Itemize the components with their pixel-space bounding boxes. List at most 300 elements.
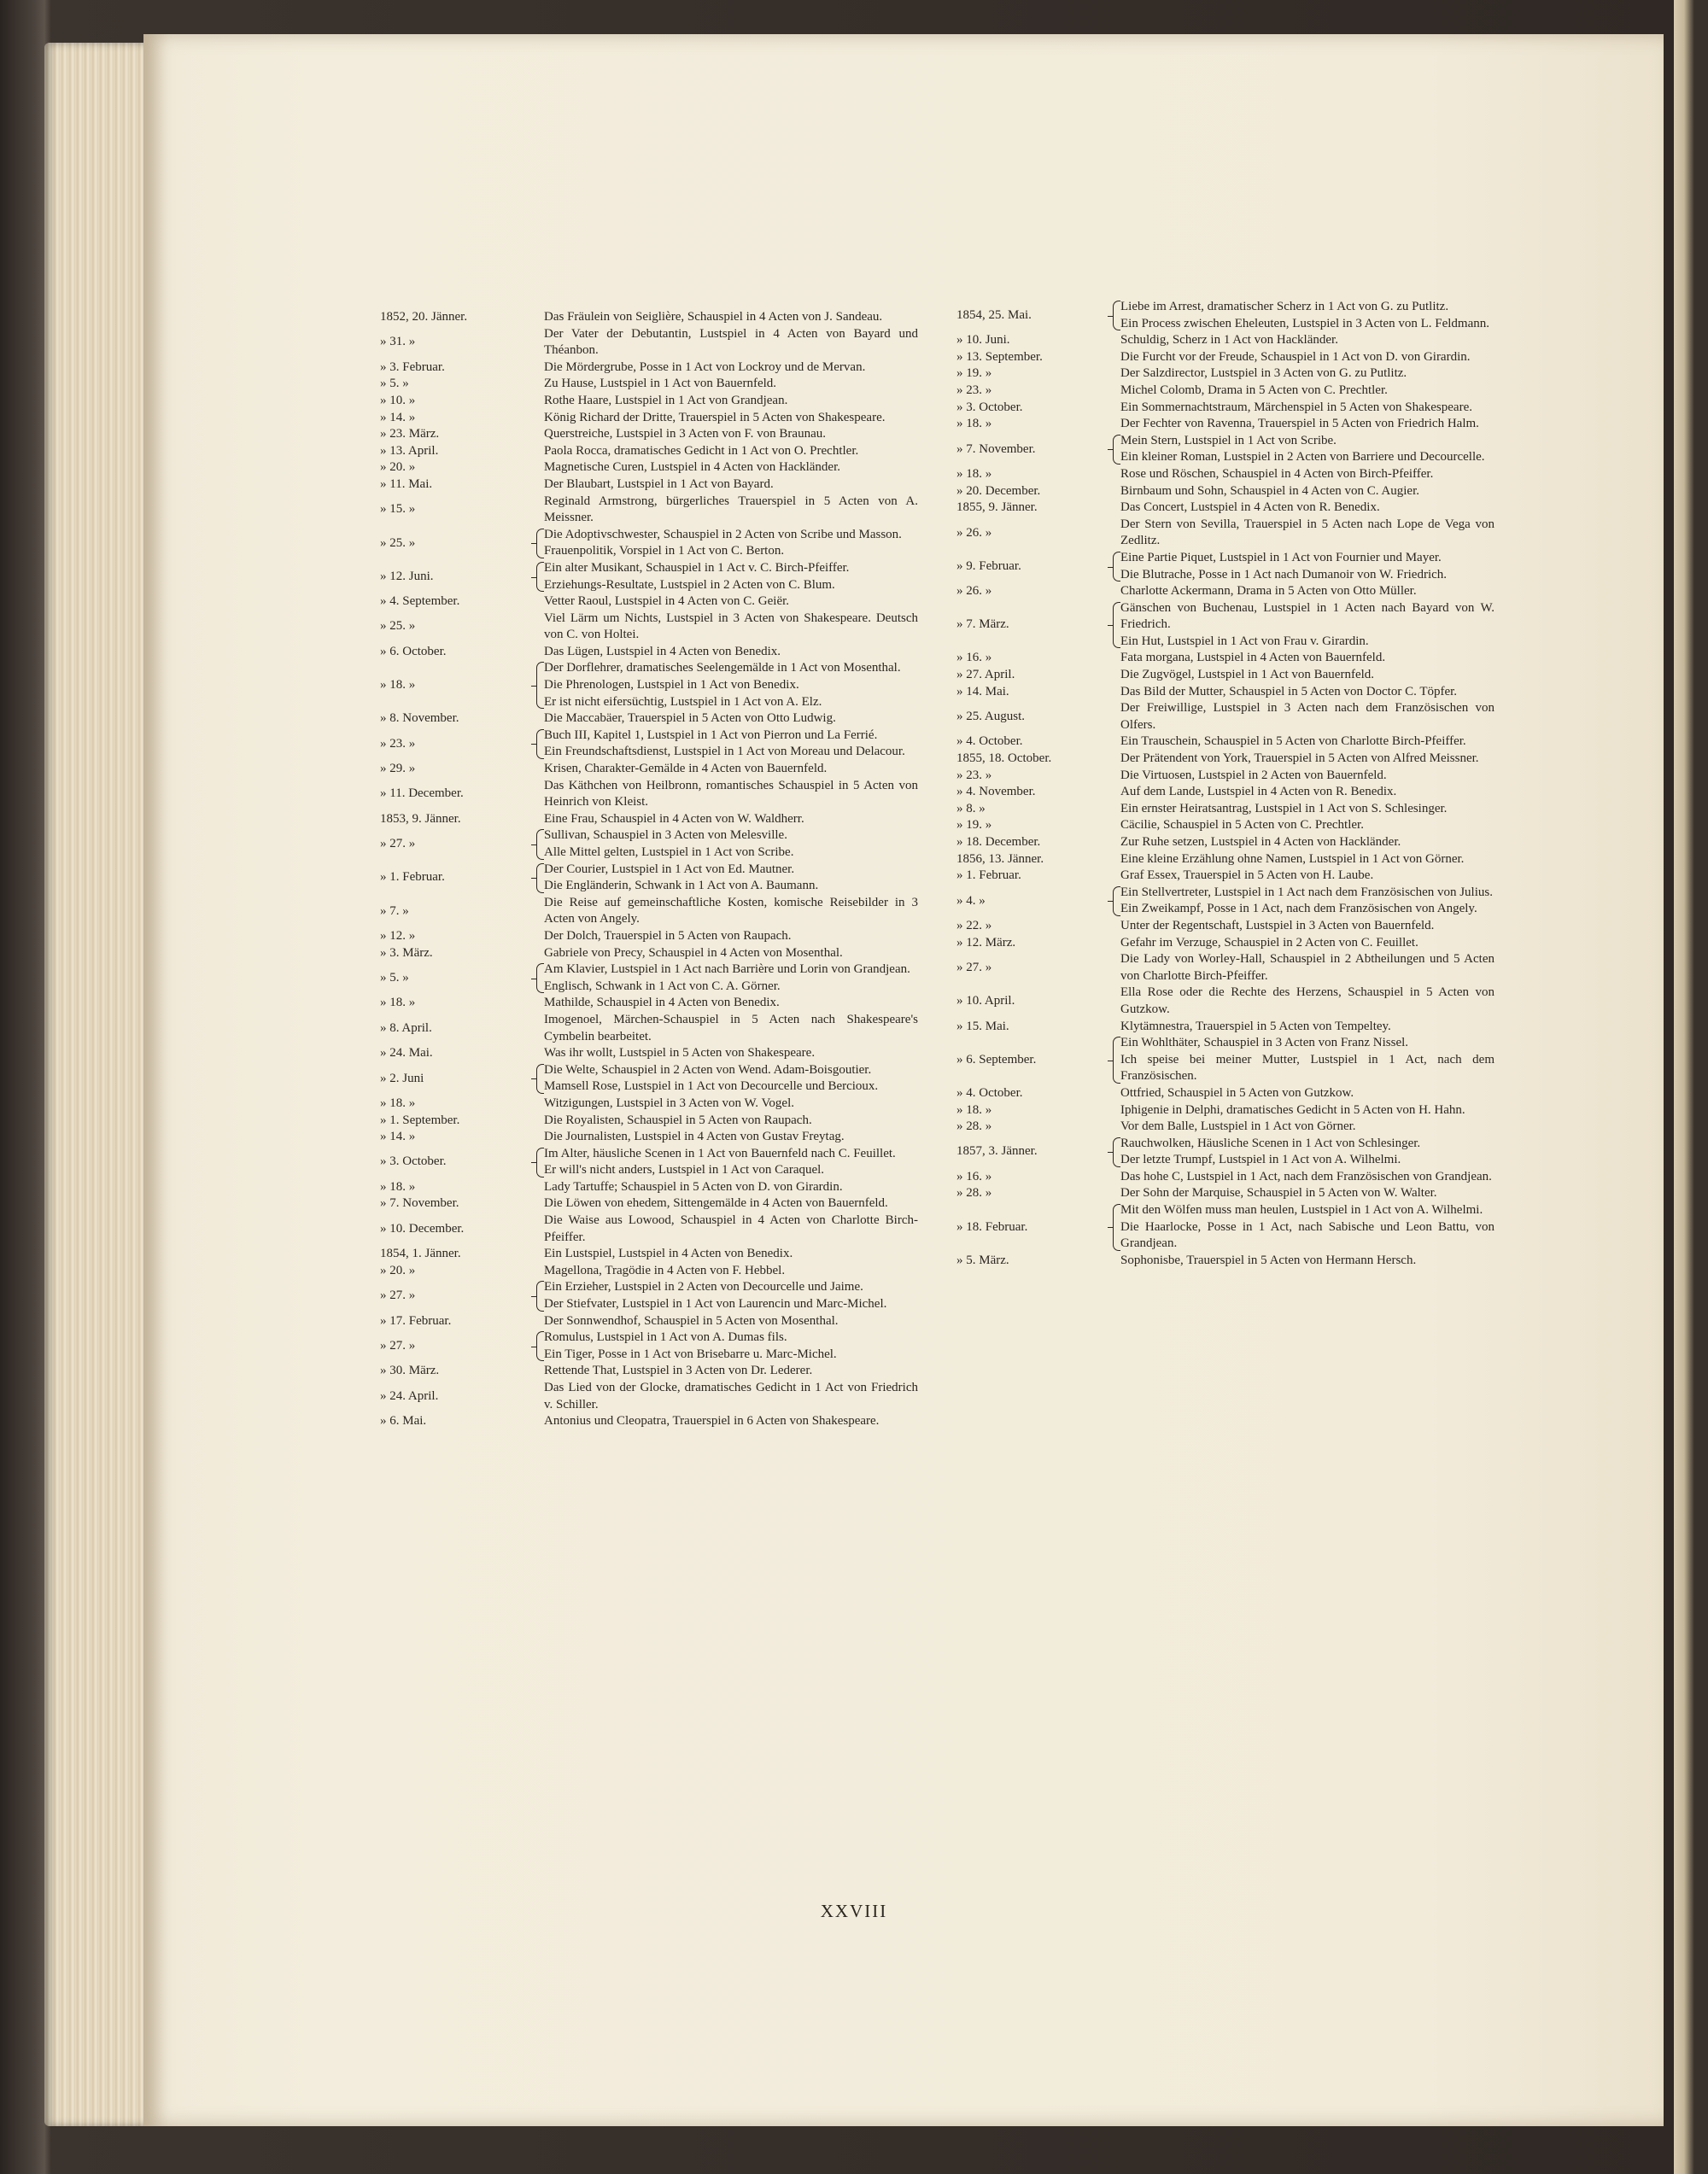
entry-date: 1855, 18. October. bbox=[956, 751, 1052, 766]
brace-spacer bbox=[1110, 1119, 1120, 1136]
entry-date: » 8. November. bbox=[380, 711, 459, 726]
work-title: Die Löwen von ehedem, Sittengemälde in 4 Acten von Bauernfeld. bbox=[544, 1196, 888, 1211]
grouping-brace bbox=[534, 660, 544, 710]
entry-works bbox=[544, 476, 918, 494]
entry-date: » 27. April. bbox=[956, 668, 1015, 682]
work-title: Ein ernster Heiratsantrag, Lustspiel in 1 Act von S. Schlesinger. bbox=[1120, 801, 1448, 815]
page-stack-edge bbox=[44, 43, 145, 2126]
entry-works bbox=[544, 1179, 918, 1196]
entry-row bbox=[380, 761, 918, 778]
brace-spacer bbox=[1110, 751, 1120, 768]
entry-date: » 5. » bbox=[380, 377, 409, 391]
work-title: Liebe im Arrest, dramatischer Scherz in 1 Act von G. zu Putlitz. bbox=[1120, 300, 1449, 313]
work-title: König Richard der Dritte, Trauerspiel in 5 Acten von Shakespeare. bbox=[544, 410, 886, 424]
work-title: Ein Lustspiel, Lustspiel in 4 Acten von Benedix. bbox=[544, 1247, 793, 1261]
work-title: Englisch, Schwank in 1 Act von C. A. Görner. bbox=[544, 979, 781, 993]
brace-spacer bbox=[534, 476, 544, 494]
work-title: Ein Sommernachtstraum, Märchenspiel in 5 Acten von Shakespeare. bbox=[1120, 400, 1472, 414]
work-title: Rothe Haare, Lustspiel in 1 Act von Grandjean. bbox=[544, 393, 788, 407]
entry-row bbox=[380, 1413, 918, 1430]
entry-date: » 7. November. bbox=[380, 1196, 459, 1211]
entry-works bbox=[1120, 1019, 1494, 1036]
brace-spacer bbox=[1110, 951, 1120, 985]
entry-row bbox=[380, 1062, 918, 1096]
left-column bbox=[380, 309, 918, 1430]
entry-row bbox=[380, 1246, 918, 1263]
entry-row bbox=[956, 517, 1494, 550]
grouping-brace bbox=[1110, 299, 1120, 332]
entry-row bbox=[956, 684, 1494, 701]
entry-row bbox=[956, 383, 1494, 400]
entry-date: » 7. » bbox=[380, 903, 409, 918]
brace-spacer bbox=[1110, 349, 1120, 366]
work-title: Am Klavier, Lustspiel in 1 Act nach Barrière und Lorin von Grandjean. bbox=[544, 962, 910, 977]
grouping-brace bbox=[534, 827, 544, 861]
work-title: Vetter Raoul, Lustspiel in 4 Acten von C. Geiër. bbox=[544, 594, 790, 609]
work-title: Die Welte, Schauspiel in 2 Acten von Wend. Adam-Boisgoutier. bbox=[544, 1062, 872, 1077]
work-title: Ein Zweikampf, Posse in 1 Act, nach dem Französischen von Angely. bbox=[1120, 902, 1477, 916]
entry-works bbox=[1120, 834, 1494, 851]
entry-row bbox=[956, 951, 1494, 985]
entry-date: » 10. » bbox=[380, 393, 416, 407]
entry-date: » 28. » bbox=[956, 1119, 992, 1134]
brace-spacer bbox=[1110, 985, 1120, 1018]
entry-row bbox=[956, 1102, 1494, 1119]
work-title: Gabriele von Precy, Schauspiel in 4 Acten von Mosenthal. bbox=[544, 945, 843, 960]
work-title: Der Prätendent von York, Trauerspiel in 5 Acten von Alfred Meissner. bbox=[1120, 751, 1479, 766]
brace-spacer bbox=[1110, 1019, 1120, 1036]
entry-row bbox=[380, 710, 918, 728]
entry-date: » 20. » bbox=[380, 1263, 416, 1277]
entry-works bbox=[1120, 349, 1494, 366]
entry-date: » 14. Mai. bbox=[956, 684, 1009, 698]
work-title: Der Courier, Lustspiel in 1 Act von Ed. Mautner. bbox=[544, 862, 795, 876]
work-title: Der letzte Trumpf, Lustspiel in 1 Act von A. Wilhelmi. bbox=[1120, 1153, 1401, 1167]
work-title: Der Freiwillige, Lustspiel in 3 Acten nach dem Französischen von Olfers. bbox=[1120, 701, 1494, 732]
entry-row bbox=[380, 1380, 918, 1413]
entry-works bbox=[544, 459, 918, 476]
entry-date: » 27. » bbox=[956, 960, 992, 974]
entry-row bbox=[956, 817, 1494, 834]
work-title: Fata morgana, Lustspiel in 4 Acten von Bauernfeld. bbox=[1120, 651, 1386, 665]
entry-date: » 1. Februar. bbox=[956, 868, 1021, 883]
brace-spacer bbox=[1110, 801, 1120, 818]
work-title: Viel Lärm um Nichts, Lustspiel in 3 Acten von Shakespeare. Deutsch von C. von Holtei. bbox=[544, 611, 918, 642]
entry-date: » 1. Februar. bbox=[380, 870, 445, 885]
brace-spacer bbox=[1110, 583, 1120, 600]
entry-row bbox=[380, 961, 918, 995]
brace-spacer bbox=[534, 1363, 544, 1380]
work-title: Iphigenie in Delphi, dramatisches Gedicht in 5 Acten von H. Hahn. bbox=[1120, 1102, 1465, 1117]
entry-row bbox=[380, 945, 918, 962]
entry-works bbox=[1120, 1085, 1494, 1102]
entry-row bbox=[956, 466, 1494, 483]
entry-works bbox=[1120, 583, 1494, 600]
brace-spacer bbox=[1110, 918, 1120, 935]
work-title: Birnbaum und Sohn, Schauspiel in 4 Acten von C. Augier. bbox=[1120, 483, 1419, 498]
entry-row bbox=[380, 995, 918, 1012]
entry-works bbox=[544, 928, 918, 945]
work-title: Der Fechter von Ravenna, Trauerspiel in 5 Acten von Friedrich Halm. bbox=[1120, 417, 1479, 431]
entry-row bbox=[380, 560, 918, 593]
grouping-brace bbox=[1110, 885, 1120, 918]
entry-date: 1852, 20. Jänner. bbox=[380, 310, 468, 324]
work-title: Das Fräulein von Seiglière, Schauspiel in 4 Acten von J. Sandeau. bbox=[544, 310, 883, 324]
work-title: Was ihr wollt, Lustspiel in 5 Acten von Shakespeare. bbox=[544, 1046, 816, 1061]
work-title: Rose und Röschen, Schauspiel in 4 Acten von Birch-Pfeiffer. bbox=[1120, 466, 1434, 481]
entry-works bbox=[1120, 416, 1494, 433]
entry-works bbox=[544, 326, 918, 359]
entry-row bbox=[956, 1185, 1494, 1202]
work-title: Die Furcht vor der Freude, Schauspiel in 1 Act von D. von Girardin. bbox=[1120, 349, 1471, 364]
work-title: Ein Hut, Lustspiel in 1 Act von Frau v. Girardin. bbox=[1120, 634, 1369, 648]
work-title: Die Royalisten, Schauspiel in 5 Acten von Raupach. bbox=[544, 1113, 812, 1127]
work-title: Rettende That, Lustspiel in 3 Acten von Dr. Lederer. bbox=[544, 1364, 813, 1378]
entry-date: » 13. April. bbox=[380, 443, 439, 458]
entry-works bbox=[1120, 935, 1494, 952]
brace-spacer bbox=[1110, 868, 1120, 885]
entry-date: » 16. » bbox=[956, 1169, 992, 1183]
brace-spacer bbox=[1110, 768, 1120, 785]
entry-date: » 27. » bbox=[380, 1339, 416, 1353]
entry-date: » 18. » bbox=[380, 1096, 416, 1110]
brace-spacer bbox=[534, 326, 544, 359]
entry-date: » 20. » bbox=[380, 460, 416, 475]
entry-row bbox=[956, 332, 1494, 349]
entry-date: » 4. October. bbox=[956, 734, 1023, 749]
entry-works bbox=[1120, 500, 1494, 517]
entry-row bbox=[956, 299, 1494, 332]
entry-row bbox=[380, 811, 918, 828]
entry-row bbox=[380, 778, 918, 811]
work-title: Eine Frau, Schauspiel in 4 Acten von W. Waldherr. bbox=[544, 811, 804, 826]
brace-spacer bbox=[534, 1129, 544, 1146]
grouping-brace bbox=[534, 1279, 544, 1312]
entry-works bbox=[544, 1313, 918, 1330]
work-title: Die Zugvögel, Lustspiel in 1 Act von Bauernfeld. bbox=[1120, 668, 1375, 682]
entry-date: » 19. » bbox=[956, 818, 992, 833]
work-title: Die Waise aus Lowood, Schauspiel in 4 Acten von Charlotte Birch-Pfeiffer. bbox=[544, 1213, 918, 1244]
work-title: Romulus, Lustspiel in 1 Act von A. Dumas fils. bbox=[544, 1330, 787, 1345]
brace-spacer bbox=[1110, 851, 1120, 868]
entry-date: » 19. » bbox=[956, 366, 992, 381]
work-title: Mein Stern, Lustspiel in 1 Act von Scribe. bbox=[1120, 433, 1337, 447]
entry-row bbox=[956, 801, 1494, 818]
entry-works bbox=[544, 811, 918, 828]
entry-date: » 1. September. bbox=[380, 1113, 460, 1127]
brace-spacer bbox=[534, 644, 544, 661]
entry-row bbox=[380, 728, 918, 761]
brace-spacer bbox=[1110, 733, 1120, 751]
entry-row bbox=[380, 376, 918, 393]
entry-row bbox=[380, 895, 918, 928]
entry-works bbox=[544, 443, 918, 460]
work-title: Der Dorflehrer, dramatisches Seelengemälde in 1 Act von Mosenthal. bbox=[544, 661, 901, 675]
entry-works bbox=[544, 309, 918, 326]
entry-works bbox=[1120, 801, 1494, 818]
work-title: Ella Rose oder die Rechte des Herzens, Schauspiel in 5 Acten von Gutzkow. bbox=[1120, 985, 1494, 1016]
entry-date: » 25. August. bbox=[956, 710, 1026, 724]
work-title: Querstreiche, Lustspiel in 3 Acten von F. von Braunau. bbox=[544, 427, 826, 441]
brace-spacer bbox=[534, 309, 544, 326]
entry-works bbox=[544, 359, 918, 377]
entry-date: » 5. » bbox=[380, 970, 409, 985]
entry-row bbox=[956, 1035, 1494, 1085]
work-title: Mit den Wölfen muss man heulen, Lustspiel in 1 Act von A. Wilhelmi. bbox=[1120, 1203, 1483, 1218]
entry-works bbox=[544, 1146, 918, 1179]
brace-spacer bbox=[1110, 684, 1120, 701]
entry-date: » 23. » bbox=[956, 768, 992, 782]
entry-works bbox=[1120, 1119, 1494, 1136]
entry-row bbox=[956, 1202, 1494, 1253]
brace-spacer bbox=[1110, 817, 1120, 834]
entry-works bbox=[1120, 918, 1494, 935]
entry-row bbox=[380, 494, 918, 527]
entry-works bbox=[544, 778, 918, 811]
brace-spacer bbox=[534, 928, 544, 945]
entry-row bbox=[956, 751, 1494, 768]
work-title: Der Dolch, Trauerspiel in 5 Acten von Raupach. bbox=[544, 928, 792, 943]
work-title: Mamsell Rose, Lustspiel in 1 Act von Decourcelle und Bercioux. bbox=[544, 1079, 879, 1094]
entry-works bbox=[1120, 550, 1494, 583]
brace-spacer bbox=[1110, 365, 1120, 383]
work-title: Im Alter, häusliche Scenen in 1 Act von Bauernfeld nach C. Feuillet. bbox=[544, 1146, 896, 1160]
brace-spacer bbox=[534, 1195, 544, 1213]
brace-spacer bbox=[534, 1380, 544, 1413]
entry-row bbox=[380, 1313, 918, 1330]
entry-date: » 12. » bbox=[380, 928, 416, 943]
brace-spacer bbox=[534, 1313, 544, 1330]
entry-works bbox=[544, 494, 918, 527]
entry-date: » 24. Mai. bbox=[380, 1046, 433, 1061]
entry-date: » 18. » bbox=[380, 996, 416, 1010]
work-title: Die Blutrache, Posse in 1 Act nach Dumanoir von W. Friedrich. bbox=[1120, 567, 1448, 581]
entry-row bbox=[380, 1279, 918, 1312]
work-title: Die Reise auf gemeinschaftliche Kosten, komische Reisebilder in 3 Acten von Angely. bbox=[544, 895, 918, 926]
entry-works bbox=[1120, 951, 1494, 985]
brace-spacer bbox=[1110, 784, 1120, 801]
brace-spacer bbox=[1110, 416, 1120, 433]
entry-row bbox=[956, 550, 1494, 583]
work-title: Der Salzdirector, Lustspiel in 3 Acten von G. zu Putlitz. bbox=[1120, 366, 1407, 381]
entry-row bbox=[956, 784, 1494, 801]
entry-works bbox=[1120, 483, 1494, 500]
work-title: Das Lied von der Glocke, dramatisches Gedicht in 1 Act von Friedrich v. Schiller. bbox=[544, 1381, 918, 1411]
work-title: Ich speise bei meiner Mutter, Lustspiel in 1 Act, nach dem Französischen. bbox=[1120, 1052, 1494, 1084]
work-title: Mathilde, Schauspiel in 4 Acten von Benedix. bbox=[544, 996, 780, 1010]
work-title: Die Lady von Worley-Hall, Schauspiel in 2 Abtheilungen und 5 Acten von Charlotte Birch-Pfeiffer. bbox=[1120, 952, 1494, 983]
brace-spacer bbox=[534, 611, 544, 644]
entry-date: » 15. Mai. bbox=[956, 1019, 1009, 1033]
entry-row bbox=[956, 667, 1494, 684]
brace-spacer bbox=[534, 1113, 544, 1130]
work-title: Eine Partie Piquet, Lustspiel in 1 Act von Fournier und Mayer. bbox=[1120, 550, 1442, 564]
brace-spacer bbox=[534, 410, 544, 427]
work-title: Buch III, Kapitel 1, Lustspiel in 1 Act von Pierron und La Ferrié. bbox=[544, 728, 878, 742]
entry-row bbox=[956, 868, 1494, 885]
work-title: Paola Rocca, dramatisches Gedicht in 1 Act von O. Prechtler. bbox=[544, 443, 859, 458]
grouping-brace bbox=[534, 1330, 544, 1363]
entry-date: » 25. » bbox=[380, 535, 416, 550]
entry-works bbox=[1120, 784, 1494, 801]
grouping-brace bbox=[1110, 1035, 1120, 1085]
entry-row bbox=[956, 885, 1494, 918]
entry-works bbox=[1120, 667, 1494, 684]
grouping-brace bbox=[534, 560, 544, 593]
entry-row bbox=[380, 443, 918, 460]
entry-row bbox=[956, 483, 1494, 500]
brace-spacer bbox=[534, 1246, 544, 1263]
entry-row bbox=[380, 459, 918, 476]
entry-date: » 8. April. bbox=[380, 1020, 432, 1035]
grouping-brace bbox=[1110, 1136, 1120, 1169]
entry-date: » 2. Juni bbox=[380, 1071, 424, 1085]
work-title: Ein kleiner Roman, Lustspiel in 2 Acten von Barriere und Decourcelle. bbox=[1120, 450, 1485, 465]
entry-date: » 29. » bbox=[380, 762, 416, 776]
entry-works bbox=[544, 1195, 918, 1213]
brace-spacer bbox=[534, 1413, 544, 1430]
entry-works bbox=[544, 1012, 918, 1045]
entry-row bbox=[956, 1119, 1494, 1136]
entry-row bbox=[956, 935, 1494, 952]
entry-works bbox=[544, 1246, 918, 1263]
work-title: Ein Erzieher, Lustspiel in 2 Acten von Decourcelle und Jaime. bbox=[544, 1280, 863, 1294]
entry-row bbox=[956, 1019, 1494, 1036]
entry-date: » 4. October. bbox=[956, 1085, 1023, 1100]
entry-date: » 7. November. bbox=[956, 441, 1036, 456]
work-title: Der Stiefvater, Lustspiel in 1 Act von Laurencin und Marc-Michel. bbox=[544, 1297, 887, 1312]
brace-spacer bbox=[534, 995, 544, 1012]
brace-spacer bbox=[534, 376, 544, 393]
entry-row bbox=[380, 1012, 918, 1045]
work-title: Die Adoptivschwester, Schauspiel in 2 Acten von Scribe und Masson. bbox=[544, 527, 902, 541]
entry-date: » 10. Juni. bbox=[956, 333, 1010, 348]
entry-works bbox=[544, 644, 918, 661]
entry-date: » 30. März. bbox=[380, 1364, 440, 1378]
entry-date: » 28. » bbox=[956, 1186, 992, 1201]
entry-date: » 18. » bbox=[956, 1102, 992, 1117]
work-title: Ein Process zwischen Eheleuten, Lustspiel in 3 Acten von L. Feldmann. bbox=[1120, 316, 1489, 330]
brace-spacer bbox=[1110, 667, 1120, 684]
entry-row bbox=[956, 700, 1494, 733]
brace-spacer bbox=[534, 1045, 544, 1062]
entry-works bbox=[1120, 1102, 1494, 1119]
entry-row bbox=[380, 928, 918, 945]
entry-row bbox=[956, 985, 1494, 1018]
entry-date: » 7. März. bbox=[956, 617, 1009, 632]
entry-date: » 26. » bbox=[956, 584, 992, 599]
entry-row bbox=[380, 326, 918, 359]
brace-spacer bbox=[534, 443, 544, 460]
work-title: Sophonisbe, Trauerspiel in 5 Acten von Hermann Hersch. bbox=[1120, 1253, 1417, 1267]
entry-row bbox=[956, 1085, 1494, 1102]
entry-works bbox=[1120, 466, 1494, 483]
entry-date: » 26. » bbox=[956, 525, 992, 540]
work-title: Magellona, Tragödie in 4 Acten von F. Hebbel. bbox=[544, 1263, 786, 1277]
entry-date: 1854, 25. Mai. bbox=[956, 307, 1032, 322]
entry-date: » 4. » bbox=[956, 893, 986, 908]
brace-spacer bbox=[534, 1179, 544, 1196]
entry-works bbox=[544, 1263, 918, 1280]
brace-spacer bbox=[534, 593, 544, 611]
entry-row bbox=[956, 1169, 1494, 1186]
entry-date: » 23. März. bbox=[380, 427, 440, 441]
work-title: Er ist nicht eifersüchtig, Lustspiel in 1 Act von A. Elz. bbox=[544, 694, 822, 709]
entry-works bbox=[544, 393, 918, 410]
entry-works bbox=[544, 761, 918, 778]
entry-row bbox=[956, 365, 1494, 383]
work-title: Witzigungen, Lustspiel in 3 Acten von W. Vogel. bbox=[544, 1096, 794, 1110]
entry-date: » 20. December. bbox=[956, 483, 1041, 498]
entry-row bbox=[956, 834, 1494, 851]
work-title: Schuldig, Scherz in 1 Act von Hackländer. bbox=[1120, 333, 1338, 348]
entry-works bbox=[544, 1330, 918, 1363]
entry-row bbox=[956, 768, 1494, 785]
entry-date: » 10. December. bbox=[380, 1221, 465, 1236]
work-title: Der Sohn der Marquise, Schauspiel in 5 Acten von W. Walter. bbox=[1120, 1186, 1437, 1201]
work-title: Charlotte Ackermann, Drama in 5 Acten von Otto Müller. bbox=[1120, 584, 1417, 599]
entry-date: » 18. » bbox=[380, 1179, 416, 1194]
entry-works bbox=[1120, 684, 1494, 701]
work-title: Eine kleine Erzählung ohne Namen, Lustspiel in 1 Act von Görner. bbox=[1120, 851, 1465, 866]
entry-works bbox=[544, 410, 918, 427]
entry-date: » 10. April. bbox=[956, 994, 1015, 1008]
entry-works bbox=[544, 1096, 918, 1113]
work-title: Klytämnestra, Trauerspiel in 5 Acten von Tempeltey. bbox=[1120, 1019, 1391, 1033]
entry-works bbox=[1120, 365, 1494, 383]
entry-works bbox=[1120, 700, 1494, 733]
grouping-brace bbox=[534, 527, 544, 560]
page-number: XXVIII bbox=[820, 1901, 888, 1921]
entry-row bbox=[380, 1363, 918, 1380]
right-column bbox=[956, 299, 1494, 1269]
grouping-brace bbox=[1110, 600, 1120, 651]
entry-works bbox=[544, 895, 918, 928]
brace-spacer bbox=[534, 459, 544, 476]
brace-spacer bbox=[1110, 935, 1120, 952]
work-title: Alle Mittel gelten, Lustspiel in 1 Act von Scribe. bbox=[544, 845, 794, 859]
brace-spacer bbox=[534, 1096, 544, 1113]
work-title: Die Mördergrube, Posse in 1 Act von Lockroy und de Mervan. bbox=[544, 359, 866, 374]
entry-date: » 13. September. bbox=[956, 349, 1043, 364]
entry-works bbox=[1120, 600, 1494, 651]
brace-spacer bbox=[1110, 1169, 1120, 1186]
facing-page-edge bbox=[1674, 0, 1708, 2174]
brace-spacer bbox=[534, 945, 544, 962]
entry-date: 1856, 13. Jänner. bbox=[956, 851, 1044, 866]
work-title: Lady Tartuffe; Schauspiel in 5 Acten von D. von Girardin. bbox=[544, 1179, 843, 1194]
work-title: Ein Tiger, Posse in 1 Act von Brisebarre u. Marc-Michel. bbox=[544, 1347, 837, 1361]
entry-date: 1857, 3. Jänner. bbox=[956, 1144, 1038, 1159]
entry-row bbox=[380, 309, 918, 326]
entry-works bbox=[544, 961, 918, 995]
entry-row bbox=[380, 1263, 918, 1280]
work-title: Ein Trauschein, Schauspiel in 5 Acten von Charlotte Birch-Pfeiffer. bbox=[1120, 734, 1466, 749]
entry-works bbox=[1120, 1136, 1494, 1169]
entry-date: » 23. » bbox=[956, 383, 992, 397]
entry-works bbox=[1120, 383, 1494, 400]
entry-row bbox=[380, 862, 918, 895]
entry-works bbox=[544, 1129, 918, 1146]
entry-date: » 27. » bbox=[380, 837, 416, 851]
entry-works bbox=[544, 827, 918, 861]
entry-row bbox=[956, 733, 1494, 751]
entry-row bbox=[380, 1330, 918, 1363]
entry-row bbox=[380, 593, 918, 611]
work-title: Ottfried, Schauspiel in 5 Acten von Gutzkow. bbox=[1120, 1085, 1354, 1100]
entry-works bbox=[544, 728, 918, 761]
brace-spacer bbox=[534, 393, 544, 410]
